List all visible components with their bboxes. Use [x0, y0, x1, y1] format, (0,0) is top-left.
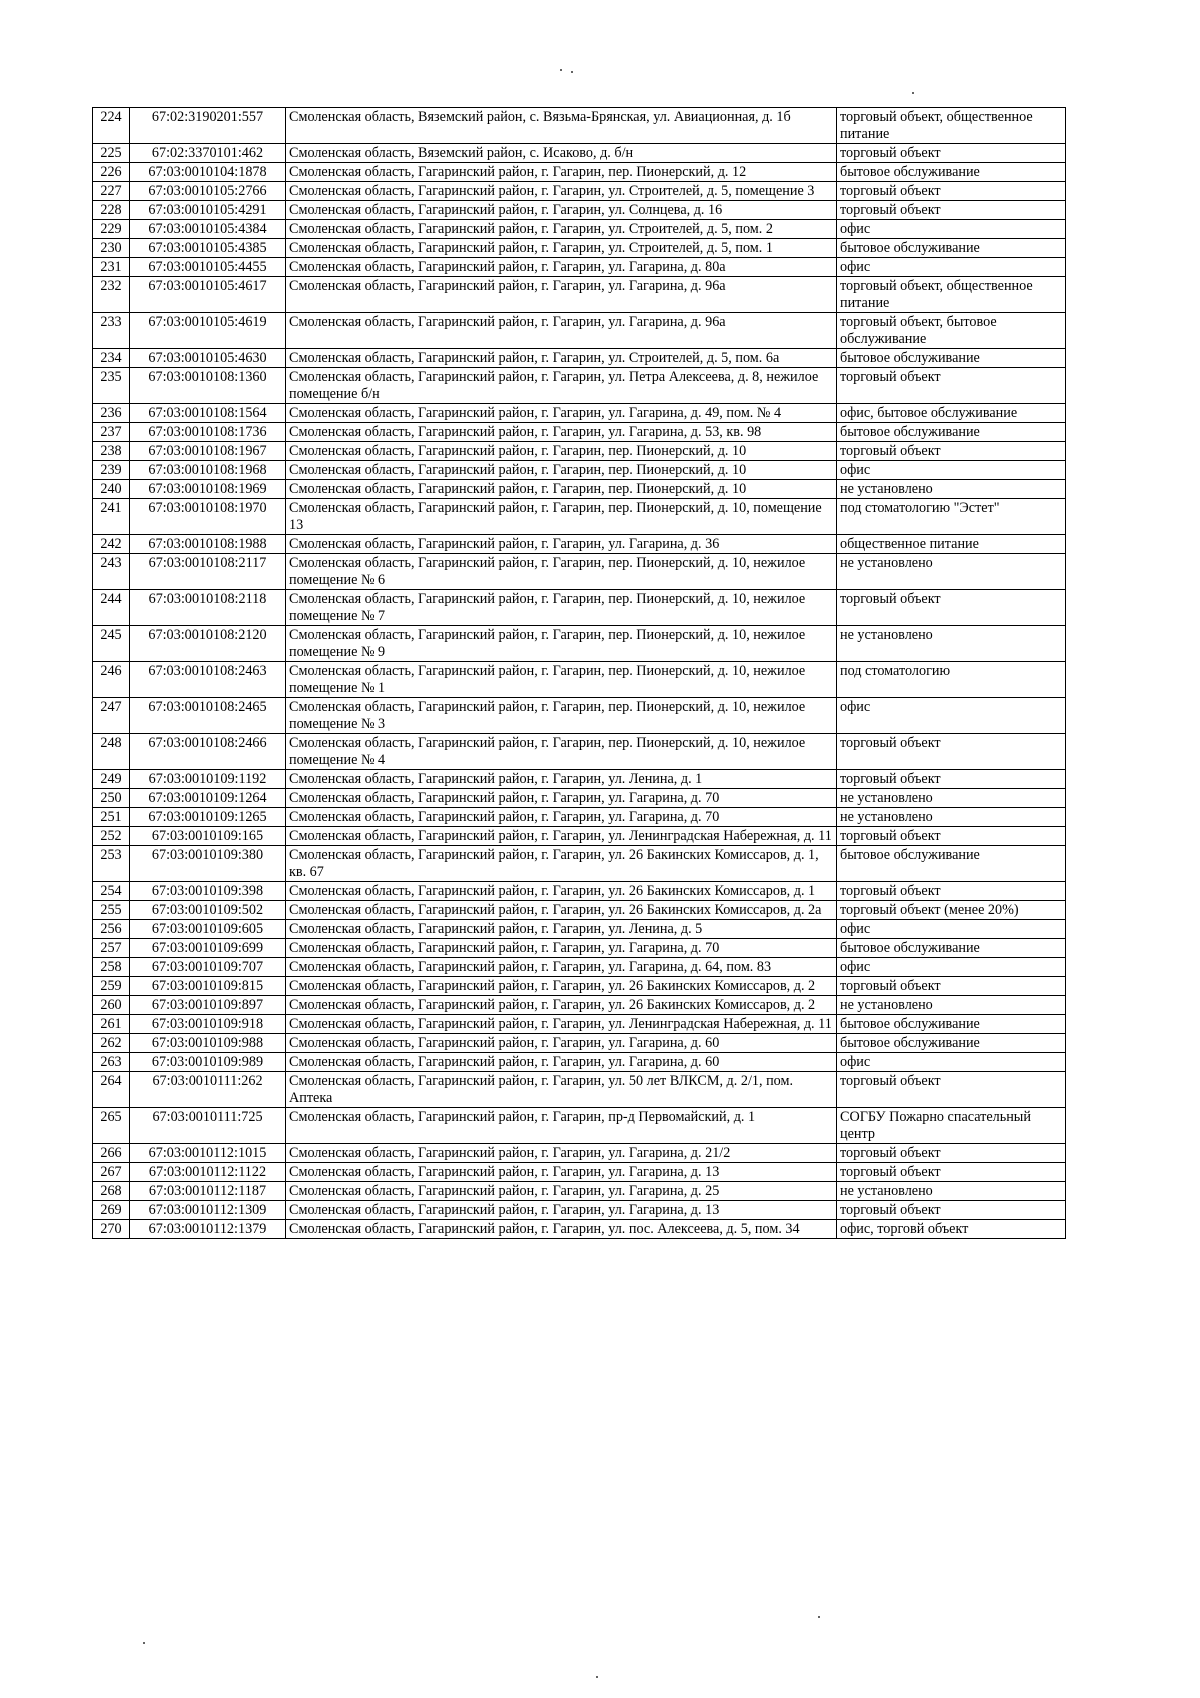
- row-number-cell: 232: [93, 277, 130, 313]
- scan-speck: [818, 1616, 820, 1618]
- table-row: [93, 313, 1066, 349]
- usage-type-cell: бытовое обслуживание: [837, 239, 1066, 258]
- table-row: [93, 461, 1066, 480]
- table-row: [93, 239, 1066, 258]
- row-number-cell: 269: [93, 1201, 130, 1220]
- table-row: [93, 535, 1066, 554]
- usage-type-cell: не установлено: [837, 789, 1066, 808]
- usage-type-cell: торговый объект, общественное питание: [837, 277, 1066, 313]
- table-row: [93, 1220, 1066, 1239]
- usage-type-cell: офис: [837, 461, 1066, 480]
- row-number-cell: 236: [93, 404, 130, 423]
- table-row: [93, 846, 1066, 882]
- table-row: [93, 882, 1066, 901]
- cadastral-number-cell: 67:03:0010112:1309: [130, 1201, 286, 1220]
- cadastral-number-cell: 67:03:0010109:502: [130, 901, 286, 920]
- table-row: [93, 1015, 1066, 1034]
- usage-type-cell: торговый объект: [837, 590, 1066, 626]
- table-row: [93, 201, 1066, 220]
- cadastral-number-cell: 67:03:0010112:1015: [130, 1144, 286, 1163]
- usage-type-cell: офис: [837, 220, 1066, 239]
- table-row: [93, 499, 1066, 535]
- address-cell: Смоленская область, Гагаринский район, г. Гагарин, ул. Гагарина, д. 21/2: [286, 1144, 837, 1163]
- row-number-cell: 254: [93, 882, 130, 901]
- cadastral-number-cell: 67:03:0010108:1360: [130, 368, 286, 404]
- cadastral-number-cell: 67:03:0010111:725: [130, 1108, 286, 1144]
- cadastral-number-cell: 67:03:0010105:4619: [130, 313, 286, 349]
- cadastral-number-cell: 67:03:0010104:1878: [130, 163, 286, 182]
- usage-type-cell: торговый объект: [837, 1201, 1066, 1220]
- address-cell: Смоленская область, Гагаринский район, г. Гагарин, пер. Пионерский, д. 10, нежилое помещение № 3: [286, 698, 837, 734]
- cadastral-number-cell: 67:03:0010105:4455: [130, 258, 286, 277]
- cadastral-number-cell: 67:03:0010109:605: [130, 920, 286, 939]
- cadastral-number-cell: 67:03:0010105:2766: [130, 182, 286, 201]
- usage-type-cell: торговый объект: [837, 182, 1066, 201]
- address-cell: Смоленская область, Гагаринский район, г. Гагарин, ул. 26 Бакинских Комиссаров, д. 1, кв. 67: [286, 846, 837, 882]
- address-cell: Смоленская область, Гагаринский район, г. Гагарин, ул. Строителей, д. 5, пом. 6а: [286, 349, 837, 368]
- table-row: [93, 163, 1066, 182]
- table-row: [93, 698, 1066, 734]
- table-row: [93, 770, 1066, 789]
- cadastral-number-cell: 67:03:0010108:1968: [130, 461, 286, 480]
- table-row: [93, 258, 1066, 277]
- usage-type-cell: бытовое обслуживание: [837, 349, 1066, 368]
- cadastral-number-cell: 67:03:0010105:4385: [130, 239, 286, 258]
- table-row: [93, 590, 1066, 626]
- cadastral-number-cell: 67:03:0010111:262: [130, 1072, 286, 1108]
- usage-type-cell: не установлено: [837, 480, 1066, 499]
- address-cell: Смоленская область, Гагаринский район, г. Гагарин, ул. Гагарина, д. 60: [286, 1034, 837, 1053]
- row-number-cell: 256: [93, 920, 130, 939]
- cadastral-number-cell: 67:03:0010109:1265: [130, 808, 286, 827]
- address-cell: Смоленская область, Гагаринский район, г. Гагарин, ул. Ленина, д. 1: [286, 770, 837, 789]
- row-number-cell: 228: [93, 201, 130, 220]
- row-number-cell: 235: [93, 368, 130, 404]
- row-number-cell: 270: [93, 1220, 130, 1239]
- cadastral-number-cell: 67:03:0010109:398: [130, 882, 286, 901]
- usage-type-cell: офис: [837, 958, 1066, 977]
- cadastral-number-cell: 67:03:0010108:2463: [130, 662, 286, 698]
- cadastral-number-cell: 67:03:0010105:4630: [130, 349, 286, 368]
- usage-type-cell: торговый объект: [837, 442, 1066, 461]
- registry-table: [92, 107, 1066, 1239]
- table-row: [93, 901, 1066, 920]
- cadastral-number-cell: 67:03:0010112:1122: [130, 1163, 286, 1182]
- address-cell: Смоленская область, Гагаринский район, г. Гагарин, пр-д Первомайский, д. 1: [286, 1108, 837, 1144]
- scan-speck: [571, 71, 573, 73]
- usage-type-cell: под стоматологию: [837, 662, 1066, 698]
- table-row: [93, 480, 1066, 499]
- cadastral-number-cell: 67:03:0010109:380: [130, 846, 286, 882]
- table-row: [93, 977, 1066, 996]
- table-row: [93, 939, 1066, 958]
- table-row: [93, 404, 1066, 423]
- address-cell: Смоленская область, Гагаринский район, г. Гагарин, ул. Гагарина, д. 70: [286, 808, 837, 827]
- table-row: [93, 1144, 1066, 1163]
- table-row: [93, 789, 1066, 808]
- address-cell: Смоленская область, Гагаринский район, г. Гагарин, ул. Гагарина, д. 49, пом. № 4: [286, 404, 837, 423]
- usage-type-cell: торговый объект (менее 20%): [837, 901, 1066, 920]
- cadastral-number-cell: 67:03:0010105:4291: [130, 201, 286, 220]
- usage-type-cell: торговый объект: [837, 734, 1066, 770]
- table-row: [93, 423, 1066, 442]
- address-cell: Смоленская область, Гагаринский район, г. Гагарин, ул. 26 Бакинских Комиссаров, д. 2а: [286, 901, 837, 920]
- cadastral-number-cell: 67:02:3370101:462: [130, 144, 286, 163]
- table-row: [93, 108, 1066, 144]
- usage-type-cell: торговый объект, общественное питание: [837, 108, 1066, 144]
- row-number-cell: 241: [93, 499, 130, 535]
- usage-type-cell: не установлено: [837, 808, 1066, 827]
- table-row: [93, 1072, 1066, 1108]
- address-cell: Смоленская область, Гагаринский район, г. Гагарин, ул. Петра Алексеева, д. 8, нежилое помещение б/н: [286, 368, 837, 404]
- row-number-cell: 226: [93, 163, 130, 182]
- row-number-cell: 257: [93, 939, 130, 958]
- address-cell: Смоленская область, Гагаринский район, г. Гагарин, пер. Пионерский, д. 10, нежилое помещение № 1: [286, 662, 837, 698]
- address-cell: Смоленская область, Гагаринский район, г. Гагарин, ул. Гагарина, д. 53, кв. 98: [286, 423, 837, 442]
- address-cell: Смоленская область, Гагаринский район, г. Гагарин, ул. пос. Алексеева, д. 5, пом. 34: [286, 1220, 837, 1239]
- cadastral-number-cell: 67:03:0010108:2120: [130, 626, 286, 662]
- address-cell: Смоленская область, Гагаринский район, г. Гагарин, ул. Строителей, д. 5, пом. 1: [286, 239, 837, 258]
- address-cell: Смоленская область, Гагаринский район, г. Гагарин, ул. Гагарина, д. 70: [286, 939, 837, 958]
- usage-type-cell: не установлено: [837, 554, 1066, 590]
- row-number-cell: 263: [93, 1053, 130, 1072]
- address-cell: Смоленская область, Гагаринский район, г. Гагарин, пер. Пионерский, д. 10, нежилое помещение № 6: [286, 554, 837, 590]
- cadastral-number-cell: 67:03:0010109:918: [130, 1015, 286, 1034]
- table-row: [93, 734, 1066, 770]
- table-row: [93, 1182, 1066, 1201]
- cadastral-number-cell: 67:03:0010108:2117: [130, 554, 286, 590]
- cadastral-number-cell: 67:03:0010109:707: [130, 958, 286, 977]
- address-cell: Смоленская область, Гагаринский район, г. Гагарин, ул. Гагарина, д. 96а: [286, 277, 837, 313]
- cadastral-number-cell: 67:03:0010105:4617: [130, 277, 286, 313]
- scan-speck: [560, 69, 562, 71]
- row-number-cell: 240: [93, 480, 130, 499]
- address-cell: Смоленская область, Гагаринский район, г. Гагарин, пер. Пионерский, д. 10: [286, 461, 837, 480]
- cadastral-number-cell: 67:02:3190201:557: [130, 108, 286, 144]
- usage-type-cell: бытовое обслуживание: [837, 163, 1066, 182]
- cadastral-number-cell: 67:03:0010109:1192: [130, 770, 286, 789]
- usage-type-cell: не установлено: [837, 626, 1066, 662]
- address-cell: Смоленская область, Гагаринский район, г. Гагарин, ул. Гагарина, д. 96а: [286, 313, 837, 349]
- scan-speck: [912, 92, 914, 94]
- usage-type-cell: торговый объект: [837, 201, 1066, 220]
- row-number-cell: 252: [93, 827, 130, 846]
- table-row: [93, 277, 1066, 313]
- row-number-cell: 261: [93, 1015, 130, 1034]
- row-number-cell: 242: [93, 535, 130, 554]
- cadastral-number-cell: 67:03:0010108:2118: [130, 590, 286, 626]
- usage-type-cell: торговый объект: [837, 1163, 1066, 1182]
- usage-type-cell: офис: [837, 258, 1066, 277]
- row-number-cell: 264: [93, 1072, 130, 1108]
- row-number-cell: 246: [93, 662, 130, 698]
- row-number-cell: 237: [93, 423, 130, 442]
- address-cell: Смоленская область, Вяземский район, с. Исаково, д. б/н: [286, 144, 837, 163]
- row-number-cell: 268: [93, 1182, 130, 1201]
- usage-type-cell: общественное питание: [837, 535, 1066, 554]
- address-cell: Смоленская область, Гагаринский район, г. Гагарин, ул. Гагарина, д. 80а: [286, 258, 837, 277]
- row-number-cell: 262: [93, 1034, 130, 1053]
- row-number-cell: 227: [93, 182, 130, 201]
- address-cell: Смоленская область, Гагаринский район, г. Гагарин, ул. Ленина, д. 5: [286, 920, 837, 939]
- row-number-cell: 224: [93, 108, 130, 144]
- address-cell: Смоленская область, Гагаринский район, г. Гагарин, пер. Пионерский, д. 12: [286, 163, 837, 182]
- row-number-cell: 266: [93, 1144, 130, 1163]
- table-row: [93, 827, 1066, 846]
- usage-type-cell: бытовое обслуживание: [837, 939, 1066, 958]
- usage-type-cell: торговый объект: [837, 368, 1066, 404]
- address-cell: Смоленская область, Гагаринский район, г. Гагарин, ул. Гагарина, д. 64, пом. 83: [286, 958, 837, 977]
- usage-type-cell: не установлено: [837, 996, 1066, 1015]
- cadastral-number-cell: 67:03:0010108:1970: [130, 499, 286, 535]
- address-cell: Смоленская область, Гагаринский район, г. Гагарин, ул. 26 Бакинских Комиссаров, д. 2: [286, 996, 837, 1015]
- row-number-cell: 253: [93, 846, 130, 882]
- address-cell: Смоленская область, Гагаринский район, г. Гагарин, ул. 26 Бакинских Комиссаров, д. 1: [286, 882, 837, 901]
- scan-speck: [143, 1642, 145, 1644]
- address-cell: Смоленская область, Гагаринский район, г. Гагарин, ул. Солнцева, д. 16: [286, 201, 837, 220]
- table-row: [93, 1108, 1066, 1144]
- address-cell: Смоленская область, Гагаринский район, г. Гагарин, ул. 26 Бакинских Комиссаров, д. 2: [286, 977, 837, 996]
- table-row: [93, 442, 1066, 461]
- table-row: [93, 1163, 1066, 1182]
- table-row: [93, 626, 1066, 662]
- table-row: [93, 920, 1066, 939]
- row-number-cell: 251: [93, 808, 130, 827]
- address-cell: Смоленская область, Гагаринский район, г. Гагарин, ул. Гагарина, д. 60: [286, 1053, 837, 1072]
- table-row: [93, 349, 1066, 368]
- usage-type-cell: торговый объект: [837, 144, 1066, 163]
- cadastral-number-cell: 67:03:0010108:2466: [130, 734, 286, 770]
- usage-type-cell: торговый объект, бытовое обслуживание: [837, 313, 1066, 349]
- usage-type-cell: торговый объект: [837, 1072, 1066, 1108]
- row-number-cell: 244: [93, 590, 130, 626]
- cadastral-number-cell: 67:03:0010108:1736: [130, 423, 286, 442]
- usage-type-cell: бытовое обслуживание: [837, 846, 1066, 882]
- cadastral-number-cell: 67:03:0010109:165: [130, 827, 286, 846]
- row-number-cell: 238: [93, 442, 130, 461]
- address-cell: Смоленская область, Вяземский район, с. Вязьма-Брянская, ул. Авиационная, д. 1б: [286, 108, 837, 144]
- registry-table-body: [93, 108, 1066, 1239]
- usage-type-cell: под стоматологию "Эстет": [837, 499, 1066, 535]
- usage-type-cell: офис: [837, 698, 1066, 734]
- cadastral-number-cell: 67:03:0010105:4384: [130, 220, 286, 239]
- address-cell: Смоленская область, Гагаринский район, г. Гагарин, ул. Ленинградская Набережная, д. 11: [286, 827, 837, 846]
- row-number-cell: 233: [93, 313, 130, 349]
- row-number-cell: 245: [93, 626, 130, 662]
- cadastral-number-cell: 67:03:0010108:1564: [130, 404, 286, 423]
- address-cell: Смоленская область, Гагаринский район, г. Гагарин, ул. Гагарина, д. 36: [286, 535, 837, 554]
- row-number-cell: 229: [93, 220, 130, 239]
- address-cell: Смоленская область, Гагаринский район, г. Гагарин, пер. Пионерский, д. 10: [286, 442, 837, 461]
- cadastral-number-cell: 67:03:0010109:897: [130, 996, 286, 1015]
- row-number-cell: 234: [93, 349, 130, 368]
- cadastral-number-cell: 67:03:0010108:1988: [130, 535, 286, 554]
- cadastral-number-cell: 67:03:0010112:1379: [130, 1220, 286, 1239]
- usage-type-cell: торговый объект: [837, 827, 1066, 846]
- registry-table-container: [92, 107, 1065, 1239]
- row-number-cell: 225: [93, 144, 130, 163]
- usage-type-cell: бытовое обслуживание: [837, 1034, 1066, 1053]
- address-cell: Смоленская область, Гагаринский район, г. Гагарин, ул. Ленинградская Набережная, д. 11: [286, 1015, 837, 1034]
- scan-speck: [596, 1676, 598, 1678]
- row-number-cell: 249: [93, 770, 130, 789]
- cadastral-number-cell: 67:03:0010109:989: [130, 1053, 286, 1072]
- row-number-cell: 267: [93, 1163, 130, 1182]
- address-cell: Смоленская область, Гагаринский район, г. Гагарин, ул. Гагарина, д. 13: [286, 1201, 837, 1220]
- row-number-cell: 265: [93, 1108, 130, 1144]
- cadastral-number-cell: 67:03:0010108:1967: [130, 442, 286, 461]
- address-cell: Смоленская область, Гагаринский район, г. Гагарин, ул. Строителей, д. 5, пом. 2: [286, 220, 837, 239]
- table-row: [93, 144, 1066, 163]
- usage-type-cell: торговый объект: [837, 770, 1066, 789]
- table-row: [93, 808, 1066, 827]
- table-row: [93, 996, 1066, 1015]
- row-number-cell: 248: [93, 734, 130, 770]
- cadastral-number-cell: 67:03:0010109:699: [130, 939, 286, 958]
- usage-type-cell: бытовое обслуживание: [837, 423, 1066, 442]
- cadastral-number-cell: 67:03:0010108:2465: [130, 698, 286, 734]
- usage-type-cell: офис, бытовое обслуживание: [837, 404, 1066, 423]
- table-row: [93, 554, 1066, 590]
- address-cell: Смоленская область, Гагаринский район, г. Гагарин, ул. Гагарина, д. 70: [286, 789, 837, 808]
- usage-type-cell: не установлено: [837, 1182, 1066, 1201]
- row-number-cell: 260: [93, 996, 130, 1015]
- address-cell: Смоленская область, Гагаринский район, г. Гагарин, пер. Пионерский, д. 10, помещение 13: [286, 499, 837, 535]
- table-row: [93, 220, 1066, 239]
- table-row: [93, 958, 1066, 977]
- row-number-cell: 258: [93, 958, 130, 977]
- usage-type-cell: торговый объект: [837, 1144, 1066, 1163]
- address-cell: Смоленская область, Гагаринский район, г. Гагарин, пер. Пионерский, д. 10, нежилое помещение № 4: [286, 734, 837, 770]
- usage-type-cell: офис, торговй объект: [837, 1220, 1066, 1239]
- row-number-cell: 230: [93, 239, 130, 258]
- row-number-cell: 231: [93, 258, 130, 277]
- table-row: [93, 662, 1066, 698]
- address-cell: Смоленская область, Гагаринский район, г. Гагарин, пер. Пионерский, д. 10, нежилое помещение № 9: [286, 626, 837, 662]
- row-number-cell: 247: [93, 698, 130, 734]
- table-row: [93, 1201, 1066, 1220]
- usage-type-cell: бытовое обслуживание: [837, 1015, 1066, 1034]
- usage-type-cell: торговый объект: [837, 882, 1066, 901]
- address-cell: Смоленская область, Гагаринский район, г. Гагарин, ул. Гагарина, д. 25: [286, 1182, 837, 1201]
- address-cell: Смоленская область, Гагаринский район, г. Гагарин, пер. Пионерский, д. 10, нежилое помещение № 7: [286, 590, 837, 626]
- row-number-cell: 255: [93, 901, 130, 920]
- address-cell: Смоленская область, Гагаринский район, г. Гагарин, ул. 50 лет ВЛКСМ, д. 2/1, пом. Аптека: [286, 1072, 837, 1108]
- cadastral-number-cell: 67:03:0010109:988: [130, 1034, 286, 1053]
- address-cell: Смоленская область, Гагаринский район, г. Гагарин, пер. Пионерский, д. 10: [286, 480, 837, 499]
- cadastral-number-cell: 67:03:0010108:1969: [130, 480, 286, 499]
- row-number-cell: 243: [93, 554, 130, 590]
- cadastral-number-cell: 67:03:0010109:1264: [130, 789, 286, 808]
- table-row: [93, 368, 1066, 404]
- usage-type-cell: офис: [837, 920, 1066, 939]
- table-row: [93, 182, 1066, 201]
- usage-type-cell: торговый объект: [837, 977, 1066, 996]
- row-number-cell: 259: [93, 977, 130, 996]
- cadastral-number-cell: 67:03:0010109:815: [130, 977, 286, 996]
- cadastral-number-cell: 67:03:0010112:1187: [130, 1182, 286, 1201]
- usage-type-cell: офис: [837, 1053, 1066, 1072]
- table-row: [93, 1053, 1066, 1072]
- row-number-cell: 239: [93, 461, 130, 480]
- row-number-cell: 250: [93, 789, 130, 808]
- usage-type-cell: СОГБУ Пожарно спасательный центр: [837, 1108, 1066, 1144]
- table-row: [93, 1034, 1066, 1053]
- address-cell: Смоленская область, Гагаринский район, г. Гагарин, ул. Строителей, д. 5, помещение 3: [286, 182, 837, 201]
- address-cell: Смоленская область, Гагаринский район, г. Гагарин, ул. Гагарина, д. 13: [286, 1163, 837, 1182]
